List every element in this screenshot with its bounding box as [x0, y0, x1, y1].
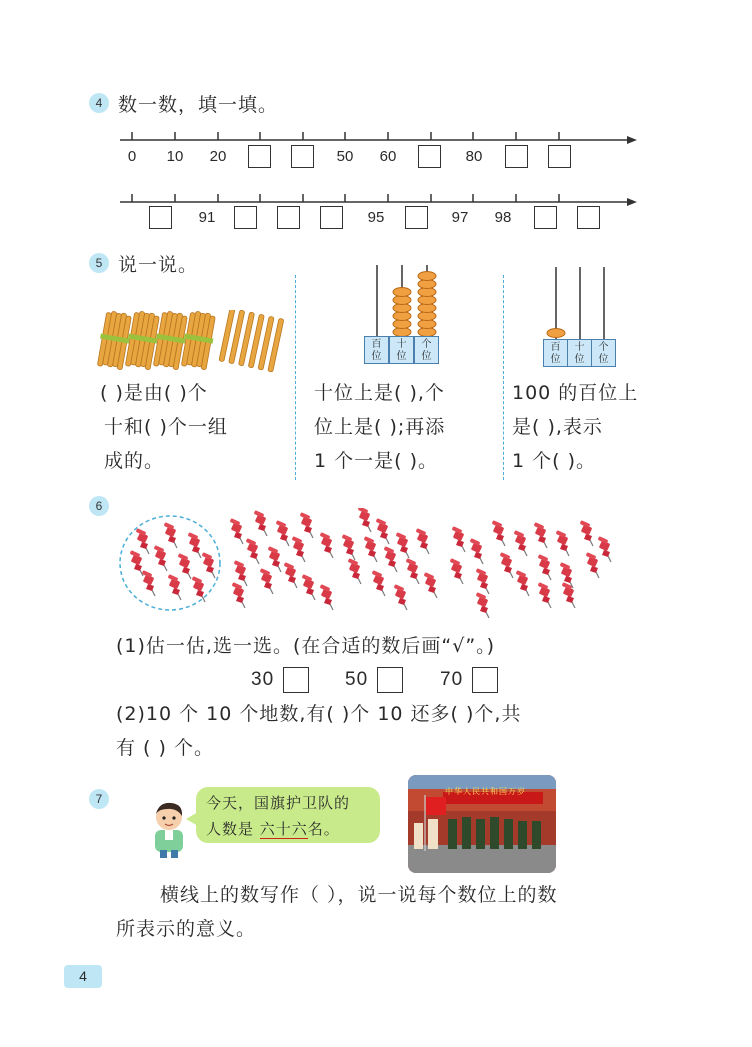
- speech-bubble-line1: 今天，国旗护卫队的: [206, 794, 351, 812]
- exercise-7-badge: 7: [89, 789, 109, 809]
- page-number: 4: [64, 965, 102, 988]
- tick-label: 91: [198, 209, 216, 226]
- option-checkbox[interactable]: [472, 667, 498, 693]
- speech-bubble-tail: [186, 812, 198, 826]
- column-divider: [503, 275, 504, 480]
- tick-label: 10: [166, 148, 184, 165]
- exercise-4-title: 数一数，填一填。: [118, 94, 279, 116]
- ex5-col1-line1: ( )是由( )个: [100, 382, 208, 404]
- option-checkbox[interactable]: [283, 667, 309, 693]
- photo-banner-text: 中华人民共和国万岁: [445, 787, 526, 796]
- ex7-text-line1: 横线上的数写作（ ），说一说每个数位上的数: [160, 884, 558, 906]
- answer-box[interactable]: [534, 206, 557, 229]
- ex5-col2-line2: 位上是( );再添: [314, 416, 446, 438]
- pushpins-illustration: [115, 508, 615, 623]
- option-label: 30: [251, 669, 275, 690]
- place-hundreds-label: 百 位: [364, 336, 389, 364]
- tick-label: 20: [209, 148, 227, 165]
- option-checkbox[interactable]: [377, 667, 403, 693]
- ex5-col3-line3: 1 个( )。: [512, 450, 596, 472]
- answer-box[interactable]: [548, 145, 571, 168]
- answer-box[interactable]: [248, 145, 271, 168]
- bubble-suffix: 名。: [307, 820, 340, 838]
- place-hundreds-label: 百 位: [543, 339, 568, 367]
- place-tens-label: 十 位: [567, 339, 592, 367]
- tick-label: 95: [367, 209, 385, 226]
- ex7-text-line2: 所表示的意义。: [116, 918, 257, 940]
- tick-label: 50: [336, 148, 354, 165]
- ex5-col2-line3: 1 个一是( )。: [314, 450, 438, 472]
- ex6-question-2-line1: (2)10 个 10 个地数,有( )个 10 还多( )个,共: [116, 703, 522, 725]
- number-line-2: [115, 190, 645, 210]
- boy-character-illustration: [145, 800, 193, 858]
- column-divider: [295, 275, 296, 480]
- answer-box[interactable]: [418, 145, 441, 168]
- answer-box[interactable]: [505, 145, 528, 168]
- answer-box[interactable]: [405, 206, 428, 229]
- abacus-2-illustration: [540, 265, 630, 341]
- tick-label: 98: [494, 209, 512, 226]
- exercise-5-badge: 5: [89, 253, 109, 273]
- abacus-1-illustration: [360, 263, 450, 339]
- answer-box[interactable]: [234, 206, 257, 229]
- exercise-4-badge: 4: [89, 93, 109, 113]
- answer-box[interactable]: [277, 206, 300, 229]
- answer-box[interactable]: [149, 206, 172, 229]
- place-tens-label: 十 位: [389, 336, 414, 364]
- ex5-col2-line1: 十位上是( ),个: [314, 382, 445, 404]
- ex5-col1-line2: 十和( )个一组: [104, 416, 228, 438]
- bubble-prefix: 人数是: [206, 820, 260, 838]
- bubble-underlined-number: 六十六: [259, 820, 308, 838]
- place-ones-label: 个 位: [414, 336, 439, 364]
- exercise-5-title: 说一说。: [118, 254, 199, 276]
- stick-bundles-illustration: [96, 310, 291, 372]
- answer-box[interactable]: [320, 206, 343, 229]
- ex6-question-1: (1)估一估,选一选。(在合适的数后画“√”。): [116, 635, 496, 657]
- option-label: 70: [440, 669, 464, 690]
- speech-bubble-line2: [206, 818, 340, 839]
- tick-label: 60: [379, 148, 397, 165]
- option-label: 50: [345, 669, 369, 690]
- answer-box[interactable]: [577, 206, 600, 229]
- ex5-col3-line2: 是( ),表示: [512, 416, 603, 438]
- exercise-6-badge: 6: [89, 496, 109, 516]
- ex6-question-2-line2: 有 ( ) 个。: [116, 737, 214, 759]
- tick-label: 80: [465, 148, 483, 165]
- ex5-col3-line1: 100 的百位上: [512, 382, 639, 404]
- ex5-col1-line3: 成的。: [104, 450, 165, 472]
- tick-label: 0: [127, 148, 137, 165]
- place-ones-label: 个 位: [591, 339, 616, 367]
- answer-box[interactable]: [291, 145, 314, 168]
- tick-label: 97: [451, 209, 469, 226]
